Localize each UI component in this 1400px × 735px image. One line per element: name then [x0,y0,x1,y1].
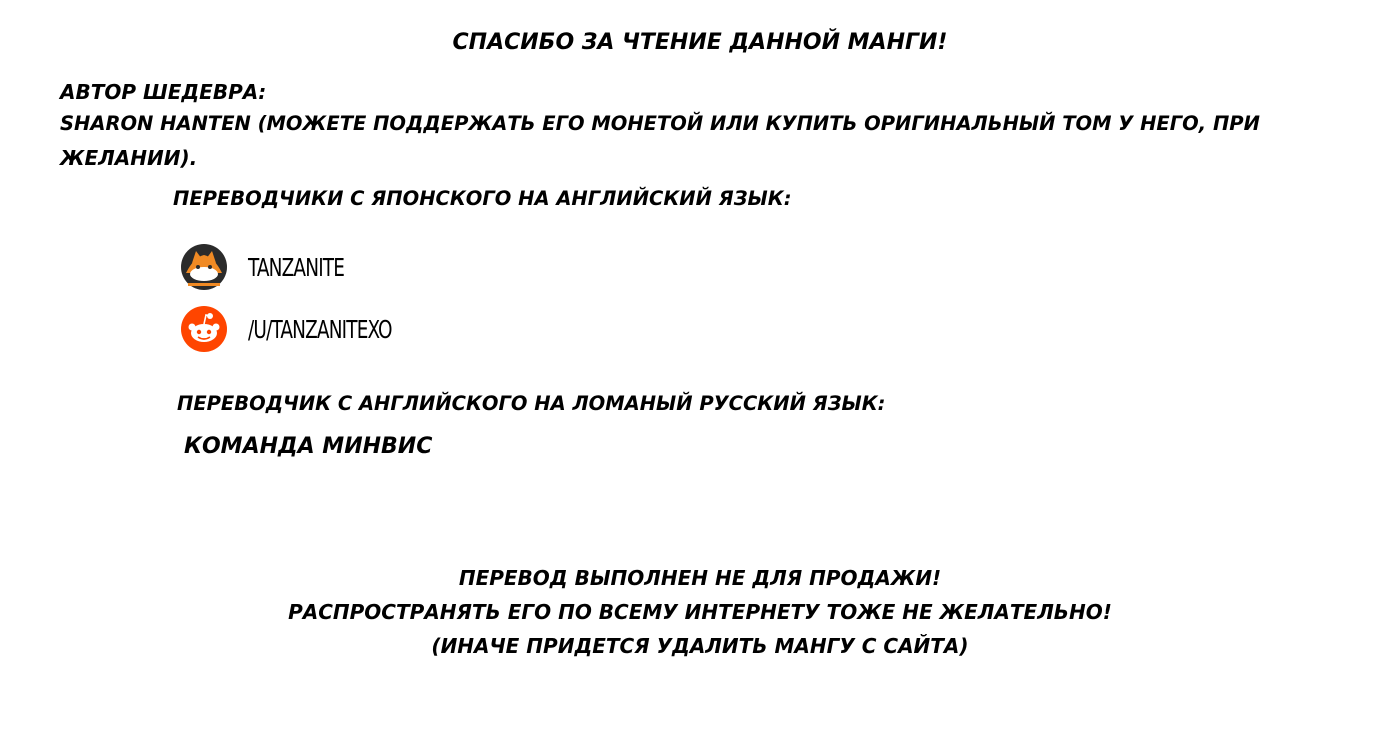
thanks-heading: СПАСИБО ЗА ЧТЕНИЕ ДАННОЙ МАНГИ! [452,30,948,55]
credit-reddit [180,304,423,354]
author-credit-line-continued: ЖЕЛАНИИ). [60,146,198,170]
reddit-icon [180,305,228,353]
translators-ru-label: ПЕРЕВОДЧИК С АНГЛИЙСКОГО НА ЛОМАНЫЙ РУССКИЙ ЯЗЫК: [177,392,886,415]
author-label: АВТОР ШЕДЕВРА: [60,80,267,104]
notice-not-for-sale: ПЕРЕВОД ВЫПОЛНЕН НЕ ДЛЯ ПРОДАЖИ! [458,566,942,590]
fox-avatar-icon [180,243,228,291]
notice-removal-warning: (ИНАЧЕ ПРИДЕТСЯ УДАЛИТЬ МАНГУ С САЙТА) [431,634,969,658]
notice-no-distribution: РАСПРОСТРАНЯТЬ ЕГО ПО ВСЕМУ ИНТЕРНЕТУ ТОЖЕ НЕ ЖЕЛАТЕЛЬНО! [288,600,1112,624]
credit-name: /U/TANZANITEXO [248,314,392,344]
author-credit-line: SHARON HANTEN (МОЖЕТЕ ПОДДЕРЖАТЬ ЕГО МОНЕТОЙ ИЛИ КУПИТЬ ОРИГИНАЛЬНЫЙ ТОМ У НЕГО, ПРИ [60,112,1260,135]
credit-tanzanite [180,242,365,292]
translator-team-name: КОМАНДА МИНВИС [184,434,433,459]
credit-name: TANZANITE [248,252,345,282]
translators-jp-label: ПЕРЕВОДЧИКИ С ЯПОНСКОГО НА АНГЛИЙСКИЙ ЯЗЫК: [173,187,792,210]
